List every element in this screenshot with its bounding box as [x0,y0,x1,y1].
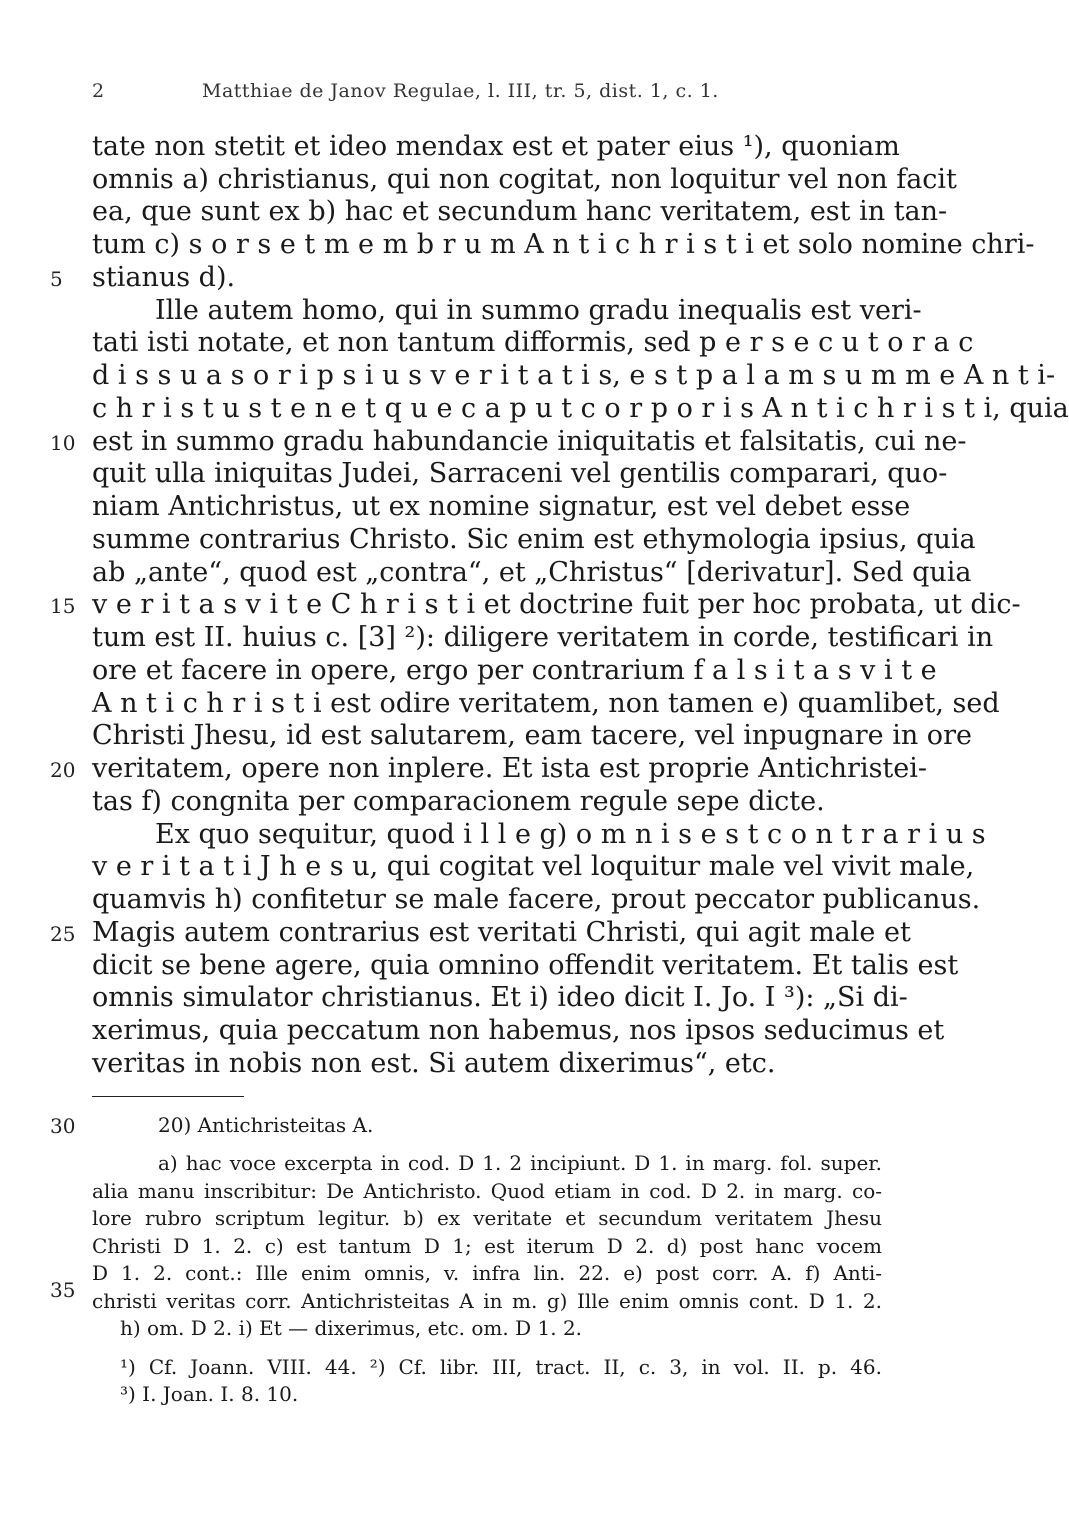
line-number: 30 [50,1114,76,1138]
apparatus-line: D 1. 2. cont.: Ille enim omnis, v. infra lin. 22. e) post corr. A. f) Anti- [92,1261,882,1285]
apparatus-line: a) hac voce excerpta in cod. D 1. 2 incipiunt. D 1. in marg. fol. super. [158,1151,882,1175]
line-number: 10 [50,431,76,455]
source-note-line: ¹) Cf. Joann. VIII. 44. ²) Cf. libr. III, tract. II, c. 3, in vol. II. p. 46. [120,1355,882,1379]
text-line: omnis simulator christianus. Et i) ideo dicit I. Jo. I ³): „Si di- [92,982,908,1013]
text-line: veritas in nobis non est. Si autem dixerimus“, etc. [92,1048,776,1079]
apparatus-line: alia manu inscribitur: De Antichristo. Quod etiam in cod. D 2. in marg. co- [92,1179,882,1203]
text-line: d i s s u a s o r i p s i u s v e r i t a t i s, e s t p a l a m s u m m e A n t i- [92,360,1056,391]
text-line: est in summo gradu habundancie iniquitatis et falsitatis, cui ne- [92,426,967,457]
line-number: 15 [50,594,76,618]
text-line: A n t i c h r i s t i est odire veritatem, non tamen e) quamlibet, sed [92,688,1000,719]
text-line: v e r i t a s v i t e C h r i s t i et doctrine fuit per hoc probata, ut dic- [92,589,1021,620]
line-number: 5 [50,267,63,291]
text-line: ea, que sunt ex b) hac et secundum hanc veritatem, est in tan- [92,196,948,227]
apparatus-line: h) om. D 2. i) Et — dixerimus, etc. om. D 1. 2. [120,1316,583,1340]
text-line: omnis a) christianus, qui non cogitat, non loquitur vel non facit [92,164,957,195]
text-line: Ex quo sequitur, quod i l l e g) o m n i s e s t c o n t r a r i u s [155,819,986,850]
text-line: ab „ante“, quod est „contra“, et „Christus“ [derivatur]. Sed quia [92,557,972,588]
apparatus-line: Christi D 1. 2. c) est tantum D 1; est iterum D 2. d) post hanc vocem [92,1234,882,1258]
running-title: Matthiae de Janov Regulae, l. III, tr. 5, dist. 1, c. 1. [202,80,719,102]
variant-note: 20) Antichristeitas A. [158,1113,374,1137]
line-number: 20 [50,758,76,782]
text-line: Magis autem contrarius est veritati Christi, qui agit male et [92,917,911,948]
text-line: Christi Jhesu, id est salutarem, eam tacere, vel inpugnare in ore [92,720,972,751]
text-line: ore et facere in opere, ergo per contrarium f a l s i t a s v i t e [92,655,937,686]
text-line: dicit se bene agere, quia omnino offendit veritatem. Et talis est [92,950,959,981]
text-line: stianus d). [92,262,236,293]
page-number: 2 [92,80,105,102]
apparatus-line: christi veritas corr. Antichristeitas A in m. g) Ille enim omnis cont. D 1. 2. [92,1289,882,1313]
text-line: quamvis h) confitetur se male facere, prout peccator publicanus. [92,884,981,915]
text-line: tas f) congnita per comparacionem regule sepe dicte. [92,786,825,817]
text-line: niam Antichristus, ut ex nomine signatur, est vel debet esse [92,491,911,522]
text-line: c h r i s t u s t e n e t q u e c a p u t c o r p o r i s A n t i c h r i s t i, quia [92,393,1069,424]
text-line: tum est II. huius c. [3] ²): diligere veritatem in corde, testificari in [92,622,994,653]
text-line: summe contrarius Christo. Sic enim est ethymologia ipsius, quia [92,524,976,555]
text-line: tate non stetit et ideo mendax est et pater eius ¹), quoniam [92,131,900,162]
text-line: Ille autem homo, qui in summo gradu inequalis est veri- [155,295,922,326]
text-line: veritatem, opere non inplere. Et ista est proprie Antichristei- [92,753,928,784]
source-note-line: ³) I. Joan. I. 8. 10. [120,1382,299,1406]
text-line: tati isti notate, et non tantum difformis, sed p e r s e c u t o r a c [92,327,974,358]
text-line: quit ulla iniquitas Judei, Sarraceni vel gentilis comparari, quo- [92,458,948,489]
footnote-divider [92,1096,244,1097]
text-line: xerimus, quia peccatum non habemus, nos ipsos seducimus et [92,1015,945,1046]
text-line: tum c) s o r s e t m e m b r u m A n t i c h r i s t i et solo nomine chri- [92,229,1035,260]
line-number: 35 [50,1278,76,1302]
text-line: v e r i t a t i J h e s u, qui cogitat vel loquitur male vel vivit male, [92,851,975,882]
apparatus-line: lore rubro scriptum legitur. b) ex veritate et secundum veritatem Jhesu [92,1206,882,1230]
line-number: 25 [50,922,76,946]
